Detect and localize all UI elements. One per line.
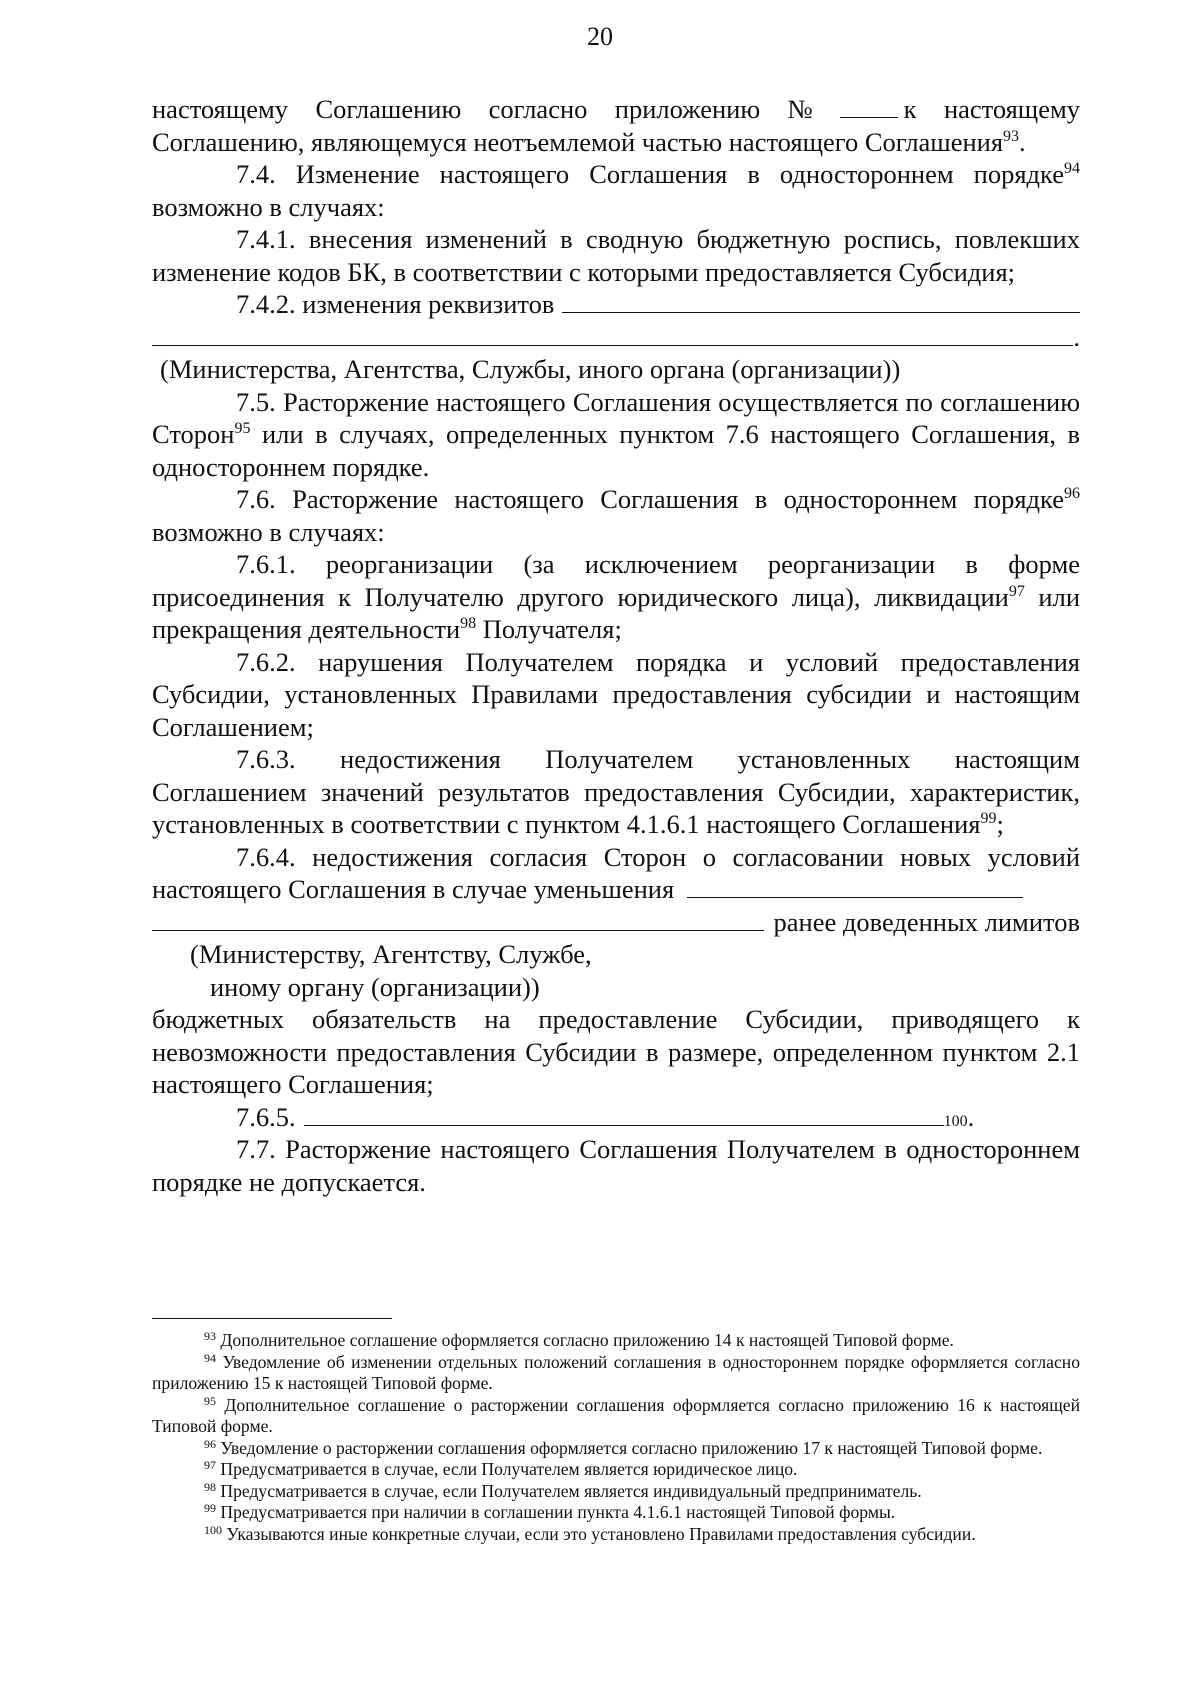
appendix-number-blank (840, 95, 898, 118)
footnote-text: Уведомление о расторжении соглашения оформляется согласно приложению 17 к настоящей Типовой форме. (220, 1437, 1043, 1458)
paragraph-7-4-1: 7.4.1. внесения изменений в сводную бюджетную роспись, повлекших изменение кодов БК, в соответствии с которыми предоставляется Субсидия; (152, 224, 1080, 287)
p7-text-b: или прекращения деятельности (152, 581, 1080, 644)
footnote-number: 95 (204, 1393, 216, 1408)
limits-line (152, 906, 1080, 939)
footnote-95 (152, 1395, 1080, 1438)
p5-text-b: или в случаях, определенных пунктом 7.6 настоящего Соглашения, в одностороннем порядке. (152, 419, 1080, 482)
footnote-ref-94: 94 (1064, 160, 1080, 177)
footnote-ref-93: 93 (1003, 127, 1020, 145)
paragraph-7-7: 7.7. Расторжение настоящего Соглашения Получателем в одностороннем порядке не допускается. (152, 1134, 1080, 1197)
recipient-caption-1: (Министерству, Агентству, Службе, (190, 939, 592, 969)
paragraph-7-6-2: 7.6.2. нарушения Получателем порядка и условий предоставления Субсидии, установленных Правилами предоставления субсидии и настоящим Соглашением; (152, 646, 1080, 742)
footnote-text: Указываются иные конкретные случаи, если это установлено Правилами предоставления субсидии. (226, 1523, 976, 1544)
p2-text-b: возможно в случаях: (152, 191, 385, 222)
budget-recipient-blank-2 (152, 906, 764, 931)
paragraph-7-6-4-continued: бюджетных обязательств на предоставление Субсидии, приводящего к невозможности предоставления Субсидии в размере, определенном пунктом 2.1 настоящего Соглашения; (152, 1004, 1080, 1099)
footnote-ref-95: 95 (234, 420, 251, 437)
footnote-text: Предусматривается в случае, если Получателем является индивидуальный предприниматель. (220, 1480, 922, 1501)
footnote-number: 93 (204, 1329, 216, 1343)
footnote-number: 94 (204, 1350, 216, 1365)
recipient-caption-2: иному органу (организации)) (210, 971, 540, 1002)
footnote-number: 96 (204, 1436, 216, 1451)
footnote-ref-96: 96 (1064, 485, 1080, 502)
footnote-text: Предусматривается в случае, если Получателем является юридическое лицо. (220, 1459, 798, 1479)
paragraph-7-6 (152, 483, 1080, 548)
footnote-ref-98: 98 (460, 615, 477, 632)
p7-text-c: Получателя; (476, 614, 622, 644)
document-body (152, 93, 1080, 1198)
footnote-98 (152, 1481, 1080, 1503)
p5-text-a: 7.5. Расторжение настоящего Соглашения осуществляется по соглашению Сторон (152, 386, 1080, 449)
p1-text-c: . (1019, 126, 1026, 157)
footnote-text: Дополнительное соглашение оформляется согласно приложению 14 к настоящей Типовой форме. (220, 1330, 954, 1350)
footnote-number: 100 (204, 1522, 222, 1537)
p2-text-a: 7.4. Изменение настоящего Соглашения в одностороннем порядке (236, 159, 1064, 189)
paragraph-7-5 (152, 386, 1080, 484)
footnote-ref-99: 99 (980, 810, 997, 827)
footnote-text: Уведомление об изменении отдельных положений соглашения в одностороннем порядке оформляется согласно приложению 15 к настоящей Типовой форме. (152, 1351, 1080, 1393)
footnote-divider (152, 1318, 392, 1319)
footnote-text: Предусматривается при наличии в соглашении пункта 4.1.6.1 настоящей Типовой формы. (220, 1502, 896, 1522)
p1-text-a: настоящему Соглашению согласно приложению № (152, 94, 834, 124)
paragraph-7-6-5: 7.6.5. 100 . (236, 1101, 975, 1132)
footnote-number: 97 (204, 1458, 216, 1472)
footnotes (152, 1330, 1080, 1545)
p10-lead: 7.6.4. недостижения согласия Сторон о согласовании новых условий настоящего Соглашения в случае уменьшения (152, 841, 1080, 904)
requisites-blank-1 (562, 288, 1080, 313)
p12-lead: 7.6.5. (236, 1101, 296, 1132)
footnote-97 (152, 1459, 1080, 1481)
p4-end: . (1073, 321, 1080, 352)
paragraph-7-6-4 (152, 841, 1080, 906)
p4-lead: 7.4.2. изменения реквизитов (236, 289, 555, 319)
p10-tail: ранее доведенных лимитов (773, 906, 1080, 937)
footnote-93 (152, 1330, 1080, 1352)
footnote-text: Дополнительное соглашение о расторжении соглашения оформляется согласно приложению 16 к настоящей Типовой форме. (152, 1394, 1080, 1436)
page-number: 20 (587, 22, 613, 51)
footnote-99 (152, 1502, 1080, 1524)
p9-text-a: 7.6.3. недостижения Получателем установленных настоящим Соглашением значений результатов предоставления Субсидии, характеристик, установленных в соответствии с пунктом 4.1.6.1 настоящего Соглашения (152, 744, 1080, 839)
p1-text-b: к настоящему Соглашению, являющемуся неотъемлемой частью настоящего Соглашения (152, 94, 1080, 157)
paragraph-7-3-continued (152, 93, 1080, 158)
p6-text-b: возможно в случаях: (152, 516, 385, 547)
footnote-96 (152, 1438, 1080, 1460)
footnote-number: 99 (204, 1501, 216, 1515)
footnote-100 (152, 1524, 1080, 1546)
requisites-caption: (Министерства, Агентства, Службы, иного органа (организации)) (160, 354, 901, 384)
other-cases-blank (304, 1101, 944, 1126)
requisites-line-2 (152, 321, 1080, 354)
budget-recipient-blank-1 (687, 875, 1023, 898)
p6-text-a: 7.6. Расторжение настоящего Соглашения в одностороннем порядке (236, 484, 1064, 514)
paragraph-7-6-3 (152, 743, 1080, 841)
requisites-blank-2 (152, 321, 1073, 346)
footnote-ref-97: 97 (1008, 582, 1025, 600)
p7-text-a: 7.6.1. реорганизации (за исключением реорганизации в форме присоединения к Получателю другого юридического лица), ликвидации (152, 549, 1080, 612)
paragraph-7-4-2 (152, 288, 1080, 321)
paragraph-7-6-1 (152, 548, 1080, 646)
p9-text-b: ; (996, 809, 1004, 839)
footnote-94 (152, 1352, 1080, 1395)
footnote-number: 98 (204, 1479, 216, 1494)
paragraph-7-4 (152, 158, 1080, 223)
p12-end: . (967, 1101, 975, 1132)
